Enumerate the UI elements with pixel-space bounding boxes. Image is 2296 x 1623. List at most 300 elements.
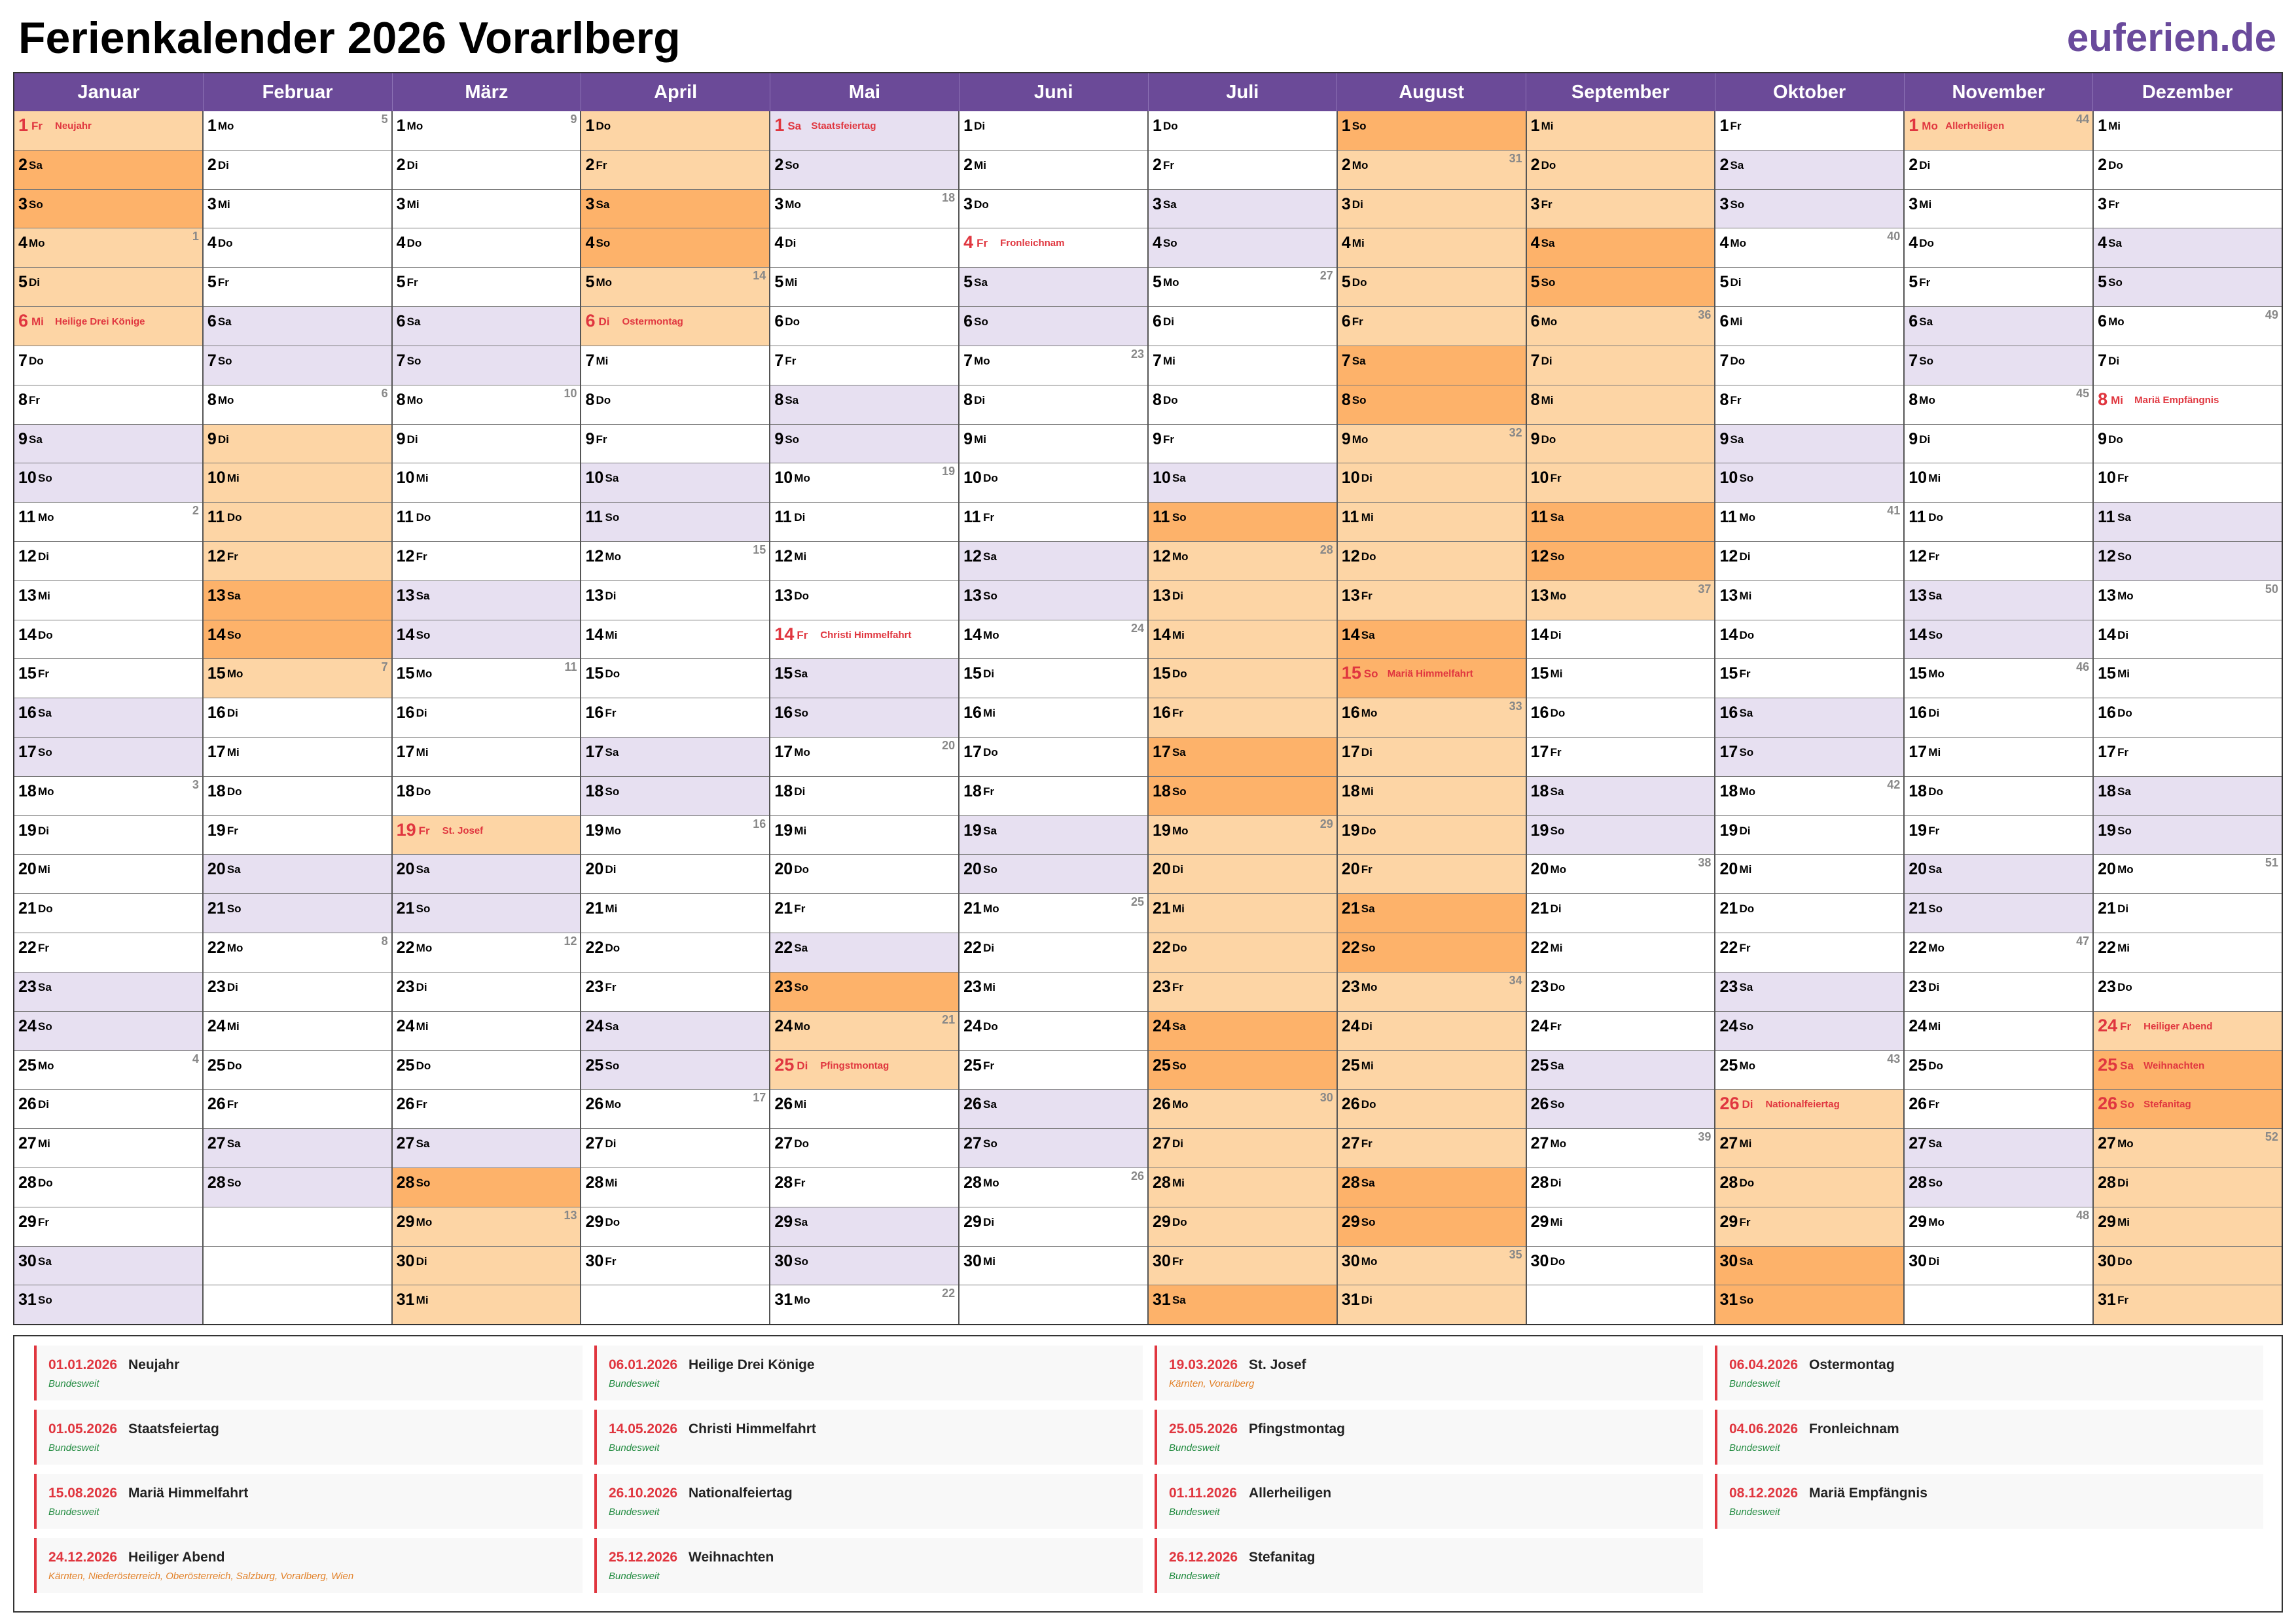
day-cell[interactable]: [1905, 111, 2092, 151]
day-cell[interactable]: [1527, 894, 1715, 933]
day-cell[interactable]: [14, 698, 202, 738]
day-cell[interactable]: [14, 1285, 202, 1324]
day-cell[interactable]: [581, 542, 769, 581]
day-cell[interactable]: [393, 1285, 581, 1324]
day-cell[interactable]: [1905, 972, 2092, 1012]
day-cell[interactable]: [1527, 307, 1715, 346]
day-cell[interactable]: [1905, 581, 2092, 620]
day-cell[interactable]: [393, 385, 581, 425]
day-cell[interactable]: [14, 1012, 202, 1051]
day-cell[interactable]: [14, 816, 202, 855]
day-cell[interactable]: [1715, 542, 1903, 581]
day-cell[interactable]: [1527, 816, 1715, 855]
day-cell[interactable]: [1149, 228, 1336, 268]
day-cell[interactable]: [2094, 1129, 2282, 1168]
day-cell[interactable]: [960, 1168, 1147, 1207]
day-cell[interactable]: [960, 855, 1147, 894]
day-cell[interactable]: [2094, 1012, 2282, 1051]
day-cell[interactable]: [1338, 972, 1526, 1012]
day-cell[interactable]: [14, 385, 202, 425]
day-cell[interactable]: [393, 307, 581, 346]
day-cell[interactable]: [2094, 307, 2282, 346]
day-cell[interactable]: [2094, 1247, 2282, 1286]
day-cell[interactable]: [1905, 1247, 2092, 1286]
day-cell[interactable]: [1905, 190, 2092, 229]
day-cell[interactable]: [1527, 933, 1715, 972]
day-cell[interactable]: [1715, 698, 1903, 738]
day-cell[interactable]: [2094, 151, 2282, 190]
day-cell[interactable]: [1338, 503, 1526, 542]
day-cell[interactable]: [581, 385, 769, 425]
day-cell[interactable]: [1715, 1247, 1903, 1286]
day-cell[interactable]: [1338, 542, 1526, 581]
day-cell[interactable]: [204, 190, 391, 229]
day-cell[interactable]: [770, 111, 958, 151]
day-cell[interactable]: [1338, 1090, 1526, 1129]
day-cell[interactable]: [14, 972, 202, 1012]
day-cell[interactable]: [204, 855, 391, 894]
day-cell[interactable]: [14, 463, 202, 503]
day-cell[interactable]: [204, 503, 391, 542]
day-cell[interactable]: [1527, 1207, 1715, 1247]
day-cell[interactable]: [393, 425, 581, 464]
day-cell[interactable]: [1338, 1247, 1526, 1286]
day-cell[interactable]: [1149, 1090, 1336, 1129]
day-cell[interactable]: [204, 151, 391, 190]
day-cell[interactable]: [1338, 425, 1526, 464]
day-cell[interactable]: [1905, 894, 2092, 933]
day-cell[interactable]: [1338, 307, 1526, 346]
day-cell[interactable]: [393, 228, 581, 268]
day-cell[interactable]: [581, 1168, 769, 1207]
day-cell[interactable]: [1149, 1168, 1336, 1207]
day-cell[interactable]: [581, 777, 769, 816]
day-cell[interactable]: [393, 542, 581, 581]
day-cell[interactable]: [1905, 659, 2092, 698]
day-cell[interactable]: [960, 698, 1147, 738]
day-cell[interactable]: [581, 581, 769, 620]
day-cell[interactable]: [14, 542, 202, 581]
day-cell[interactable]: [393, 1247, 581, 1286]
day-cell[interactable]: [393, 1129, 581, 1168]
day-cell[interactable]: [770, 777, 958, 816]
day-cell[interactable]: [2094, 1168, 2282, 1207]
day-cell[interactable]: [1527, 463, 1715, 503]
day-cell[interactable]: [1149, 425, 1336, 464]
day-cell[interactable]: [581, 816, 769, 855]
day-cell[interactable]: [393, 816, 581, 855]
day-cell[interactable]: [1905, 1207, 2092, 1247]
day-cell[interactable]: [1338, 346, 1526, 385]
day-cell[interactable]: [1715, 151, 1903, 190]
day-cell[interactable]: [2094, 1207, 2282, 1247]
day-cell[interactable]: [960, 346, 1147, 385]
day-cell[interactable]: [204, 463, 391, 503]
day-cell[interactable]: [1527, 620, 1715, 660]
day-cell[interactable]: [14, 425, 202, 464]
day-cell[interactable]: [2094, 1285, 2282, 1324]
day-cell[interactable]: [1715, 1012, 1903, 1051]
day-cell[interactable]: [960, 777, 1147, 816]
day-cell[interactable]: [770, 463, 958, 503]
day-cell[interactable]: [1905, 425, 2092, 464]
day-cell[interactable]: [393, 1051, 581, 1090]
day-cell[interactable]: [393, 111, 581, 151]
day-cell[interactable]: [770, 972, 958, 1012]
day-cell[interactable]: [204, 385, 391, 425]
day-cell[interactable]: [1338, 620, 1526, 660]
day-cell[interactable]: [581, 738, 769, 777]
day-cell[interactable]: [1715, 111, 1903, 151]
day-cell[interactable]: [770, 190, 958, 229]
day-cell[interactable]: [1905, 855, 2092, 894]
day-cell[interactable]: [14, 268, 202, 307]
day-cell[interactable]: [2094, 346, 2282, 385]
day-cell[interactable]: [1149, 777, 1336, 816]
day-cell[interactable]: [770, 151, 958, 190]
day-cell[interactable]: [581, 894, 769, 933]
day-cell[interactable]: [2094, 933, 2282, 972]
day-cell[interactable]: [1527, 228, 1715, 268]
day-cell[interactable]: [581, 346, 769, 385]
day-cell[interactable]: [581, 1129, 769, 1168]
day-cell[interactable]: [770, 659, 958, 698]
day-cell[interactable]: [1149, 581, 1336, 620]
day-cell[interactable]: [1715, 1129, 1903, 1168]
day-cell[interactable]: [1338, 894, 1526, 933]
day-cell[interactable]: [770, 346, 958, 385]
day-cell[interactable]: [14, 111, 202, 151]
day-cell[interactable]: [1338, 933, 1526, 972]
day-cell[interactable]: [393, 268, 581, 307]
day-cell[interactable]: [14, 190, 202, 229]
day-cell[interactable]: [581, 268, 769, 307]
day-cell[interactable]: [1905, 307, 2092, 346]
day-cell[interactable]: [1338, 1168, 1526, 1207]
day-cell[interactable]: [1149, 385, 1336, 425]
day-cell[interactable]: [1715, 894, 1903, 933]
day-cell[interactable]: [1338, 659, 1526, 698]
day-cell[interactable]: [581, 659, 769, 698]
day-cell[interactable]: [2094, 1090, 2282, 1129]
day-cell[interactable]: [1715, 972, 1903, 1012]
day-cell[interactable]: [1338, 1051, 1526, 1090]
day-cell[interactable]: [204, 425, 391, 464]
day-cell[interactable]: [1715, 1168, 1903, 1207]
day-cell[interactable]: [1149, 894, 1336, 933]
day-cell[interactable]: [1905, 698, 2092, 738]
day-cell[interactable]: [14, 1168, 202, 1207]
day-cell[interactable]: [14, 933, 202, 972]
day-cell[interactable]: [393, 1012, 581, 1051]
day-cell[interactable]: [2094, 581, 2282, 620]
day-cell[interactable]: [1149, 190, 1336, 229]
day-cell[interactable]: [393, 1207, 581, 1247]
day-cell[interactable]: [393, 1090, 581, 1129]
day-cell[interactable]: [1905, 777, 2092, 816]
day-cell[interactable]: [393, 659, 581, 698]
day-cell[interactable]: [14, 1207, 202, 1247]
day-cell[interactable]: [1338, 777, 1526, 816]
day-cell[interactable]: [2094, 1051, 2282, 1090]
day-cell[interactable]: [960, 933, 1147, 972]
day-cell[interactable]: [1149, 1207, 1336, 1247]
day-cell[interactable]: [204, 1051, 391, 1090]
day-cell[interactable]: [1527, 1012, 1715, 1051]
day-cell[interactable]: [1905, 933, 2092, 972]
day-cell[interactable]: [1338, 111, 1526, 151]
day-cell[interactable]: [14, 1051, 202, 1090]
day-cell[interactable]: [204, 816, 391, 855]
day-cell[interactable]: [1338, 228, 1526, 268]
day-cell[interactable]: [2094, 777, 2282, 816]
day-cell[interactable]: [770, 307, 958, 346]
day-cell[interactable]: [581, 228, 769, 268]
day-cell[interactable]: [1715, 581, 1903, 620]
day-cell[interactable]: [14, 581, 202, 620]
day-cell[interactable]: [1715, 659, 1903, 698]
day-cell[interactable]: [204, 972, 391, 1012]
day-cell[interactable]: [14, 738, 202, 777]
day-cell[interactable]: [960, 816, 1147, 855]
day-cell[interactable]: [960, 659, 1147, 698]
day-cell[interactable]: [1338, 855, 1526, 894]
day-cell[interactable]: [770, 1168, 958, 1207]
day-cell[interactable]: [1527, 425, 1715, 464]
day-cell[interactable]: [581, 698, 769, 738]
day-cell[interactable]: [1905, 738, 2092, 777]
day-cell[interactable]: [1715, 228, 1903, 268]
day-cell[interactable]: [1338, 816, 1526, 855]
day-cell[interactable]: [1149, 503, 1336, 542]
day-cell[interactable]: [1715, 1090, 1903, 1129]
day-cell[interactable]: [1527, 698, 1715, 738]
day-cell[interactable]: [770, 620, 958, 660]
day-cell[interactable]: [770, 1247, 958, 1286]
day-cell[interactable]: [393, 698, 581, 738]
day-cell[interactable]: [393, 855, 581, 894]
day-cell[interactable]: [1149, 542, 1336, 581]
day-cell[interactable]: [204, 698, 391, 738]
day-cell[interactable]: [1715, 1207, 1903, 1247]
day-cell[interactable]: [393, 1168, 581, 1207]
day-cell[interactable]: [1715, 620, 1903, 660]
day-cell[interactable]: [1338, 1207, 1526, 1247]
day-cell[interactable]: [1715, 738, 1903, 777]
day-cell[interactable]: [1905, 1012, 2092, 1051]
day-cell[interactable]: [1338, 1285, 1526, 1324]
day-cell[interactable]: [1338, 738, 1526, 777]
day-cell[interactable]: [2094, 190, 2282, 229]
day-cell[interactable]: [2094, 855, 2282, 894]
day-cell[interactable]: [960, 307, 1147, 346]
day-cell[interactable]: [204, 894, 391, 933]
day-cell[interactable]: [1715, 385, 1903, 425]
day-cell[interactable]: [14, 777, 202, 816]
day-cell[interactable]: [960, 190, 1147, 229]
day-cell[interactable]: [2094, 385, 2282, 425]
day-cell[interactable]: [581, 1012, 769, 1051]
day-cell[interactable]: [204, 542, 391, 581]
day-cell[interactable]: [1149, 1051, 1336, 1090]
day-cell[interactable]: [1905, 542, 2092, 581]
day-cell[interactable]: [770, 816, 958, 855]
day-cell[interactable]: [1149, 1012, 1336, 1051]
day-cell[interactable]: [1149, 659, 1336, 698]
day-cell[interactable]: [1905, 1090, 2092, 1129]
day-cell[interactable]: [1149, 1285, 1336, 1324]
day-cell[interactable]: [204, 111, 391, 151]
day-cell[interactable]: [1149, 620, 1336, 660]
day-cell[interactable]: [14, 894, 202, 933]
day-cell[interactable]: [204, 268, 391, 307]
day-cell[interactable]: [1527, 1129, 1715, 1168]
day-cell[interactable]: [204, 777, 391, 816]
day-cell[interactable]: [14, 659, 202, 698]
day-cell[interactable]: [1527, 151, 1715, 190]
day-cell[interactable]: [1527, 581, 1715, 620]
day-cell[interactable]: [14, 1247, 202, 1286]
day-cell[interactable]: [1905, 228, 2092, 268]
day-cell[interactable]: [1905, 503, 2092, 542]
day-cell[interactable]: [1527, 855, 1715, 894]
day-cell[interactable]: [14, 151, 202, 190]
day-cell[interactable]: [770, 1285, 958, 1324]
day-cell[interactable]: [393, 503, 581, 542]
brand-logo[interactable]: euferien.de: [2066, 16, 2276, 60]
day-cell[interactable]: [1527, 190, 1715, 229]
day-cell[interactable]: [1527, 346, 1715, 385]
day-cell[interactable]: [2094, 620, 2282, 660]
day-cell[interactable]: [393, 894, 581, 933]
day-cell[interactable]: [2094, 111, 2282, 151]
day-cell[interactable]: [581, 111, 769, 151]
day-cell[interactable]: [960, 738, 1147, 777]
day-cell[interactable]: [770, 698, 958, 738]
day-cell[interactable]: [1149, 268, 1336, 307]
day-cell[interactable]: [204, 1168, 391, 1207]
day-cell[interactable]: [581, 503, 769, 542]
day-cell[interactable]: [1905, 463, 2092, 503]
day-cell[interactable]: [960, 620, 1147, 660]
day-cell[interactable]: [14, 503, 202, 542]
day-cell[interactable]: [1338, 268, 1526, 307]
day-cell[interactable]: [770, 425, 958, 464]
day-cell[interactable]: [960, 894, 1147, 933]
day-cell[interactable]: [960, 463, 1147, 503]
day-cell[interactable]: [204, 738, 391, 777]
day-cell[interactable]: [960, 151, 1147, 190]
day-cell[interactable]: [770, 228, 958, 268]
day-cell[interactable]: [1715, 190, 1903, 229]
day-cell[interactable]: [581, 425, 769, 464]
day-cell[interactable]: [960, 542, 1147, 581]
day-cell[interactable]: [1715, 307, 1903, 346]
day-cell[interactable]: [14, 1129, 202, 1168]
day-cell[interactable]: [960, 972, 1147, 1012]
day-cell[interactable]: [1149, 855, 1336, 894]
day-cell[interactable]: [581, 933, 769, 972]
day-cell[interactable]: [1905, 151, 2092, 190]
day-cell[interactable]: [770, 1090, 958, 1129]
day-cell[interactable]: [1715, 425, 1903, 464]
day-cell[interactable]: [1905, 1051, 2092, 1090]
day-cell[interactable]: [1715, 268, 1903, 307]
day-cell[interactable]: [1905, 385, 2092, 425]
day-cell[interactable]: [581, 620, 769, 660]
day-cell[interactable]: [960, 1051, 1147, 1090]
day-cell[interactable]: [1338, 698, 1526, 738]
day-cell[interactable]: [14, 620, 202, 660]
day-cell[interactable]: [1905, 816, 2092, 855]
day-cell[interactable]: [1715, 1285, 1903, 1324]
day-cell[interactable]: [1715, 855, 1903, 894]
day-cell[interactable]: [1905, 1129, 2092, 1168]
day-cell[interactable]: [581, 307, 769, 346]
day-cell[interactable]: [1905, 346, 2092, 385]
day-cell[interactable]: [581, 1051, 769, 1090]
day-cell[interactable]: [1527, 111, 1715, 151]
day-cell[interactable]: [204, 1129, 391, 1168]
day-cell[interactable]: [1338, 463, 1526, 503]
day-cell[interactable]: [770, 1051, 958, 1090]
day-cell[interactable]: [1527, 777, 1715, 816]
day-cell[interactable]: [1527, 738, 1715, 777]
day-cell[interactable]: [770, 268, 958, 307]
day-cell[interactable]: [1149, 151, 1336, 190]
day-cell[interactable]: [1338, 1129, 1526, 1168]
day-cell[interactable]: [393, 933, 581, 972]
day-cell[interactable]: [1338, 581, 1526, 620]
day-cell[interactable]: [1338, 1012, 1526, 1051]
day-cell[interactable]: [770, 542, 958, 581]
day-cell[interactable]: [1715, 933, 1903, 972]
day-cell[interactable]: [960, 581, 1147, 620]
day-cell[interactable]: [770, 1129, 958, 1168]
day-cell[interactable]: [1149, 346, 1336, 385]
day-cell[interactable]: [1149, 738, 1336, 777]
day-cell[interactable]: [1149, 463, 1336, 503]
day-cell[interactable]: [204, 1012, 391, 1051]
day-cell[interactable]: [2094, 542, 2282, 581]
day-cell[interactable]: [581, 1247, 769, 1286]
day-cell[interactable]: [1338, 151, 1526, 190]
day-cell[interactable]: [14, 855, 202, 894]
day-cell[interactable]: [770, 855, 958, 894]
day-cell[interactable]: [2094, 463, 2282, 503]
day-cell[interactable]: [14, 346, 202, 385]
day-cell[interactable]: [393, 738, 581, 777]
day-cell[interactable]: [581, 1207, 769, 1247]
day-cell[interactable]: [2094, 425, 2282, 464]
day-cell[interactable]: [770, 385, 958, 425]
day-cell[interactable]: [2094, 816, 2282, 855]
day-cell[interactable]: [2094, 894, 2282, 933]
day-cell[interactable]: [1527, 1051, 1715, 1090]
day-cell[interactable]: [1905, 268, 2092, 307]
day-cell[interactable]: [1527, 385, 1715, 425]
day-cell[interactable]: [1527, 1247, 1715, 1286]
day-cell[interactable]: [960, 1012, 1147, 1051]
day-cell[interactable]: [960, 1090, 1147, 1129]
day-cell[interactable]: [581, 151, 769, 190]
day-cell[interactable]: [2094, 698, 2282, 738]
day-cell[interactable]: [960, 1207, 1147, 1247]
day-cell[interactable]: [1527, 1168, 1715, 1207]
day-cell[interactable]: [770, 581, 958, 620]
day-cell[interactable]: [1715, 1051, 1903, 1090]
day-cell[interactable]: [204, 581, 391, 620]
